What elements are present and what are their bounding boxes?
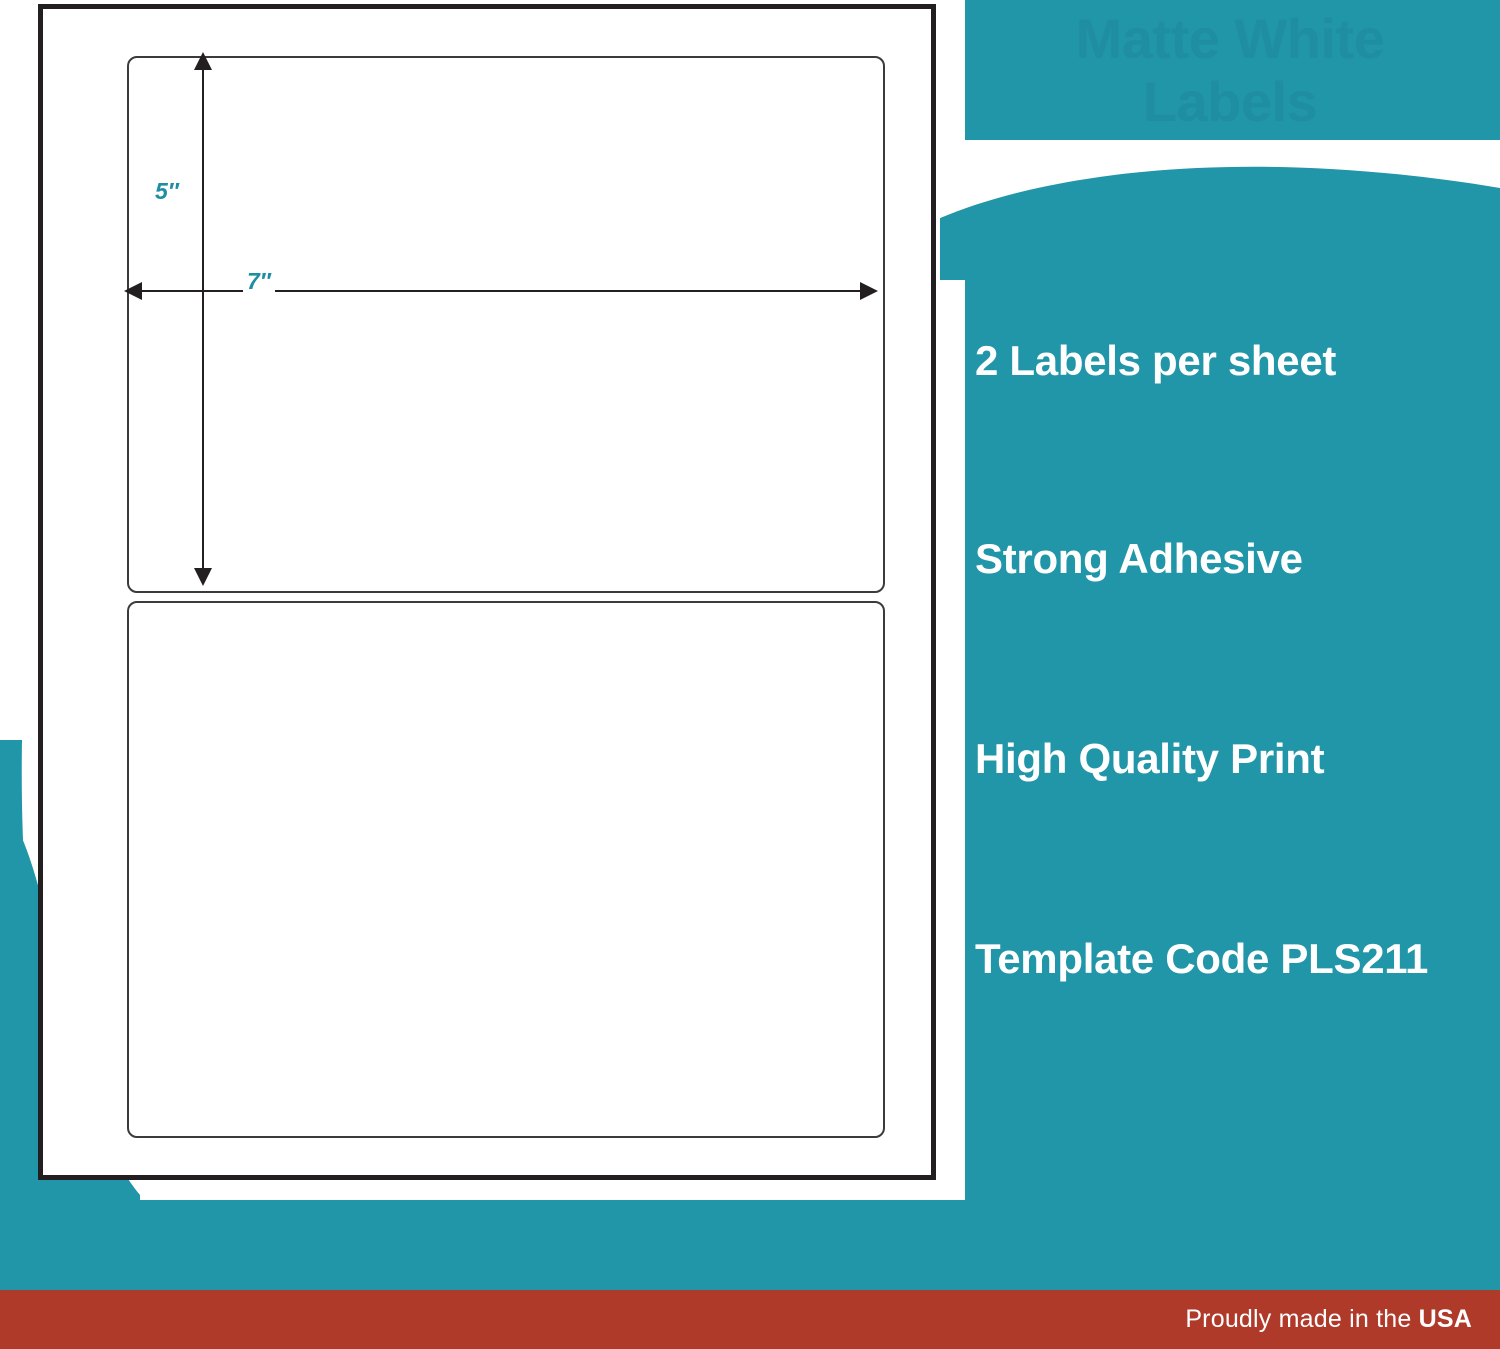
made-in-usa-text: [1185, 1305, 1500, 1334]
made-in-usa-strong: USA: [1418, 1305, 1472, 1333]
feature-high-quality-print: High Quality Print: [975, 735, 1325, 782]
footer-bar: [0, 1290, 1500, 1349]
page-title-line-2: Labels: [1142, 69, 1318, 133]
dimension-width-label: 7″: [243, 270, 275, 293]
teal-bottom-strip: [0, 1190, 1500, 1290]
dimension-height-label: 5″: [151, 180, 183, 203]
page-title: [975, 8, 1485, 133]
made-in-usa-prefix: Proudly made in the: [1185, 1305, 1419, 1333]
feature-strong-adhesive: Strong Adhesive: [975, 535, 1303, 582]
label-box-1: [127, 56, 885, 593]
label-box-2: [127, 601, 885, 1138]
feature-template-code: Template Code PLS211: [975, 935, 1429, 982]
feature-labels-per-sheet: 2 Labels per sheet: [975, 337, 1337, 384]
page-title-line-1: Matte White: [1075, 7, 1385, 70]
teal-top-curve: [940, 140, 1500, 280]
